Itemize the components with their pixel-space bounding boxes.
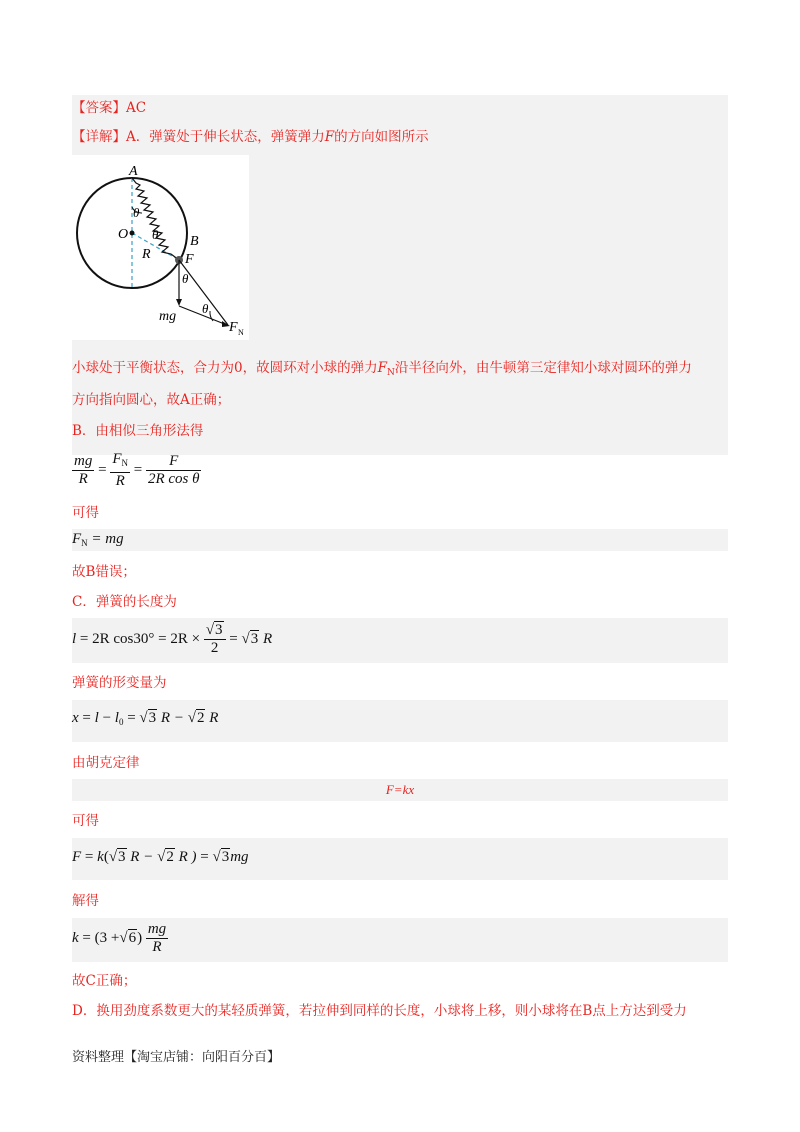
frac-mg-r: $\frac{mg}{R}$ xyxy=(74,453,93,487)
equation-force: F = k(√3 R − √2 R ) = √3mg xyxy=(72,849,249,865)
label-b: B xyxy=(190,234,199,249)
equation-similar-triangles: $\frac{mg}{R}$ = $\frac{F_N}{R}$ = $\frac{F}{\text{2R cos θ}}$ xyxy=(74,451,200,489)
center-dot xyxy=(130,231,135,236)
frac-mg-r-2: $\frac{mg}{R}$ xyxy=(147,921,167,955)
label-theta-mid: θ xyxy=(152,227,159,242)
equation-spring-length: l = 2R cos30° = 2R × $\frac{√3}{2}$ = √3 R xyxy=(72,622,273,656)
eq7-background xyxy=(72,918,728,962)
label-mg: mg xyxy=(159,309,177,324)
mg-arrowhead xyxy=(176,299,182,306)
eq2-background xyxy=(72,529,728,551)
physics-figure xyxy=(72,155,249,340)
deform-label: 弹簧的形变量为 xyxy=(72,675,167,691)
frac-fn-r: $\frac{F_N}{R}$ xyxy=(112,451,128,489)
equation-deformation: $x = l - l_0 = √3$ R − √2 R xyxy=(72,710,219,727)
equation-k: k = (3 +√6) $\frac{mg}{R}$ xyxy=(72,921,167,955)
b-label: B．由相似三角形法得 xyxy=(72,423,204,439)
label-theta-ball: θ xyxy=(182,271,189,286)
detail-text-a: A．弹簧处于伸长状态，弹簧弹力 xyxy=(126,129,325,145)
p1-text-a: 小球处于平衡状态，合力为0，故圆环对小球的弹力 xyxy=(72,360,378,376)
footer-source: 资料整理【淘宝店铺：向阳百分百】 xyxy=(72,1050,281,1065)
label-theta-upper: θ xyxy=(133,205,140,220)
jiede-label: 解得 xyxy=(72,893,99,909)
hooke-label: 由胡克定律 xyxy=(72,755,140,771)
frac-f-2rcos: $\frac{F}{\text{2R cos θ}}$ xyxy=(147,453,200,487)
equation-hooke: F=kx xyxy=(385,782,415,797)
detail-line xyxy=(72,127,429,147)
p1-line1 xyxy=(72,358,692,383)
label-r: R xyxy=(142,247,151,262)
b-wrong: 故B错误； xyxy=(72,564,136,580)
label-f: F xyxy=(185,252,194,267)
detail-force-symbol: F xyxy=(324,129,335,145)
answer-value: AC xyxy=(126,100,147,116)
detail-label: 【详解】 xyxy=(72,129,126,145)
c-right: 故C正确； xyxy=(72,973,137,989)
label-fn-sub: N xyxy=(238,328,244,337)
frac-sqrt3-2: $\frac{√3}{2}$ xyxy=(204,622,226,657)
p1-fn-sub: N xyxy=(386,368,395,378)
p1-fn-symbol: F xyxy=(377,360,387,376)
p1-line2: 方向指向圆心，故A正确； xyxy=(72,392,231,408)
c-label: C．弹簧的长度为 xyxy=(72,594,177,610)
answer-line xyxy=(72,98,146,118)
label-a: A xyxy=(129,164,138,179)
label-theta-lower: θ xyxy=(202,301,209,316)
keyi-2: 可得 xyxy=(72,813,99,829)
keyi-1: 可得 xyxy=(72,505,99,521)
equation-fn-mg: $F_N$ = mg xyxy=(72,531,124,548)
d-text: D．换用劲度系数更大的某轻质弹簧，若拉伸到同样的长度，小球将上移，则小球将在B点上方达到受力 xyxy=(72,1003,687,1019)
figure-svg xyxy=(72,155,249,340)
detail-text-b: 的方向如图所示 xyxy=(334,129,429,145)
label-o: O xyxy=(118,227,129,242)
label-fn: F xyxy=(229,320,238,335)
answer-label: 【答案】 xyxy=(72,100,126,116)
p1-text-b: 沿半径向外，由牛顿第三定律知小球对圆环的弹力 xyxy=(394,360,692,376)
